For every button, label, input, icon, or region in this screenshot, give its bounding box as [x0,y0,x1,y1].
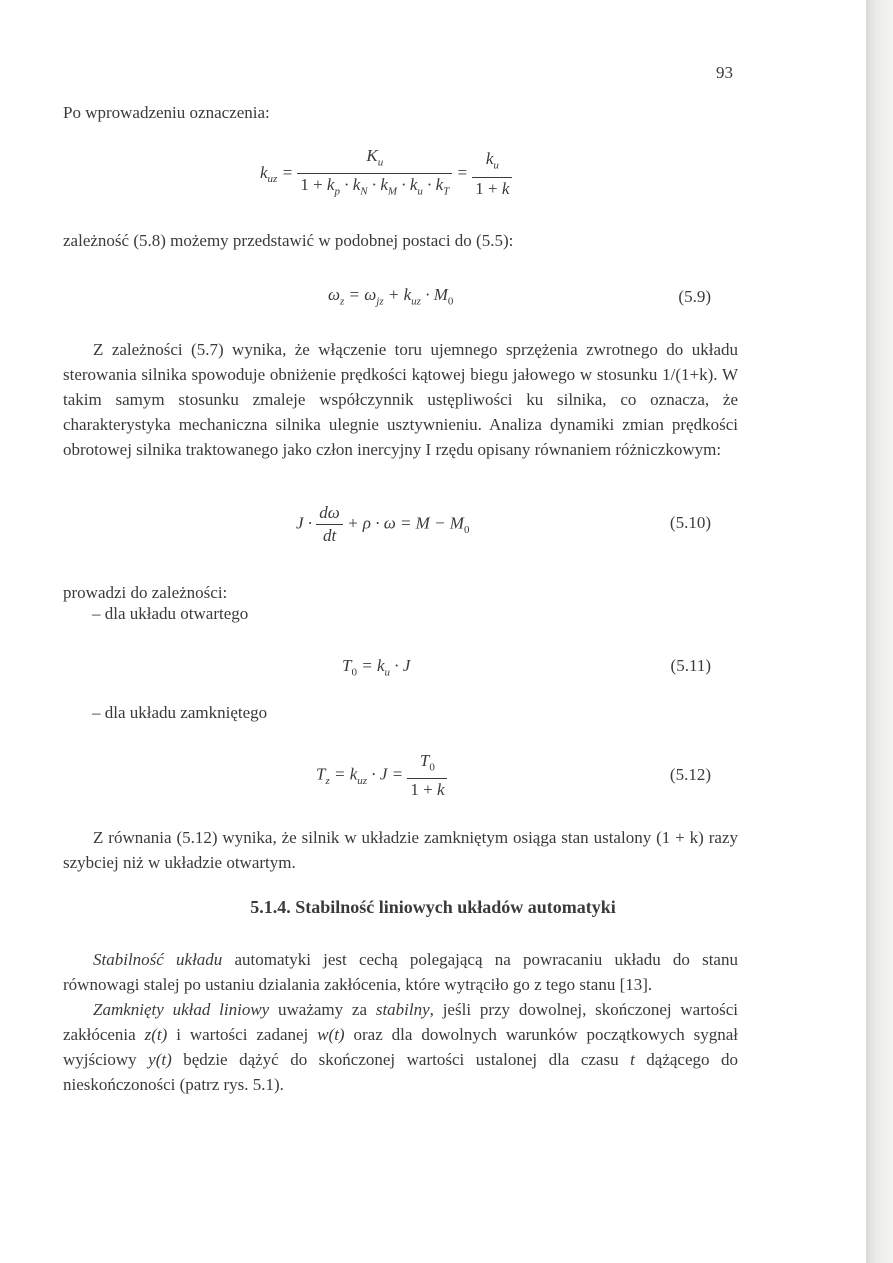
page-number: 93 [716,63,733,82]
after-definition-line: zależność (5.8) możemy przedstawić w podobnej postaci do (5.5): [63,231,514,250]
paragraph: Stabilność układu automatyki jest cechą polegającą na powracaniu układu do stanu równowagi stalej po ustaniu dzialania zakłócenia, które wytrąciło go z tego stanu [13]. Zamknięty układ liniowy uważamy za stabilny, jeśli przy dowolnej, skończonej wartości zakłócenia z(t) i wartości zadanej w(t) oraz dla dowolnych warunków początkowych sygnał wyjściowy y(t) będzie dążyć do skończonej wartości ustalonej dla czasu t dążącego do nieskończoności (patrz rys. 5.1). [63,950,738,1094]
equation-number: (5.10) [669,513,711,532]
list-item: – dla układu zamkniętego [92,703,268,722]
equation-number: (5.9) [678,287,711,306]
intro-line: Po wprowadzeniu oznaczenia: [63,103,270,122]
fraction: $\frac{T_0}{1 + k}$ [407,750,447,801]
fraction: $\frac{d\omega}{dt}$ [316,502,343,547]
paragraph: Z równania (5.12) wynika, że silnik w układzie zamkniętym osiąga stan ustalony (1 + k) razy szybciej niż w układzie otwartym. [63,828,738,872]
section-heading: 5.1.4. Stabilność liniowych układów automatyki [250,897,616,917]
term: Zamknięty układ liniowy [93,1000,270,1019]
page-edge-shadow [866,0,893,1263]
fraction: $\frac{K_u}{1 + k_p \cdot k_N \cdot k_M \cdot k_u \cdot k_T}$ [297,145,452,203]
term: stabilny [375,1000,430,1019]
equation-5-9: $\omega_z = \omega_{jz} + k_{uz} \cdot M_0$ [328,285,454,308]
equation-5-11: $T_0 = k_u \cdot J$ [342,656,411,679]
equation-5-12: $T_z = k_{uz} \cdot J$ = $\frac{T_0}{1 + k}$ [316,750,447,801]
list-item: – dla układu otwartego [92,604,249,623]
term: Stabilność układu [93,950,223,969]
equation-number: (5.12) [669,765,711,784]
equation-number: (5.11) [670,656,711,675]
equation-5-10: J · $\frac{d\omega}{dt}$ + $\rho \cdot \omega = M - M_0$ [296,503,470,545]
fraction: $\frac{k_u}{1 + k}$ [472,148,512,199]
leads-to-line: prowadzi do zależności: [63,583,228,602]
paragraph: Z zależności (5.7) wynika, że włączenie toru ujemnego sprzężenia zwrotnego do układu sterowania silnika spowoduje obniżenie prędkości kątowej biegu jałowego w stosunku 1/(1+k). W takim samym stosunku zmaleje współczynnik ustępliwości ku silnika, co oznacza, że charakterystyka mechaniczna silnika ulegnie usztywnieniu. Analiza dynamiki zmian prędkości obrotowej silnika traktowanego jako człon inercyjny I rzędu opisany równaniem różniczkowym: [63,340,738,459]
equation-kuz-definition: $k_{uz}$ = $\frac{K_u}{1 + k_p \cdot k_N \cdot k_M \cdot k_u \cdot k_T}$ = $\frac{k_u}{1 + k}$ [260,145,512,203]
